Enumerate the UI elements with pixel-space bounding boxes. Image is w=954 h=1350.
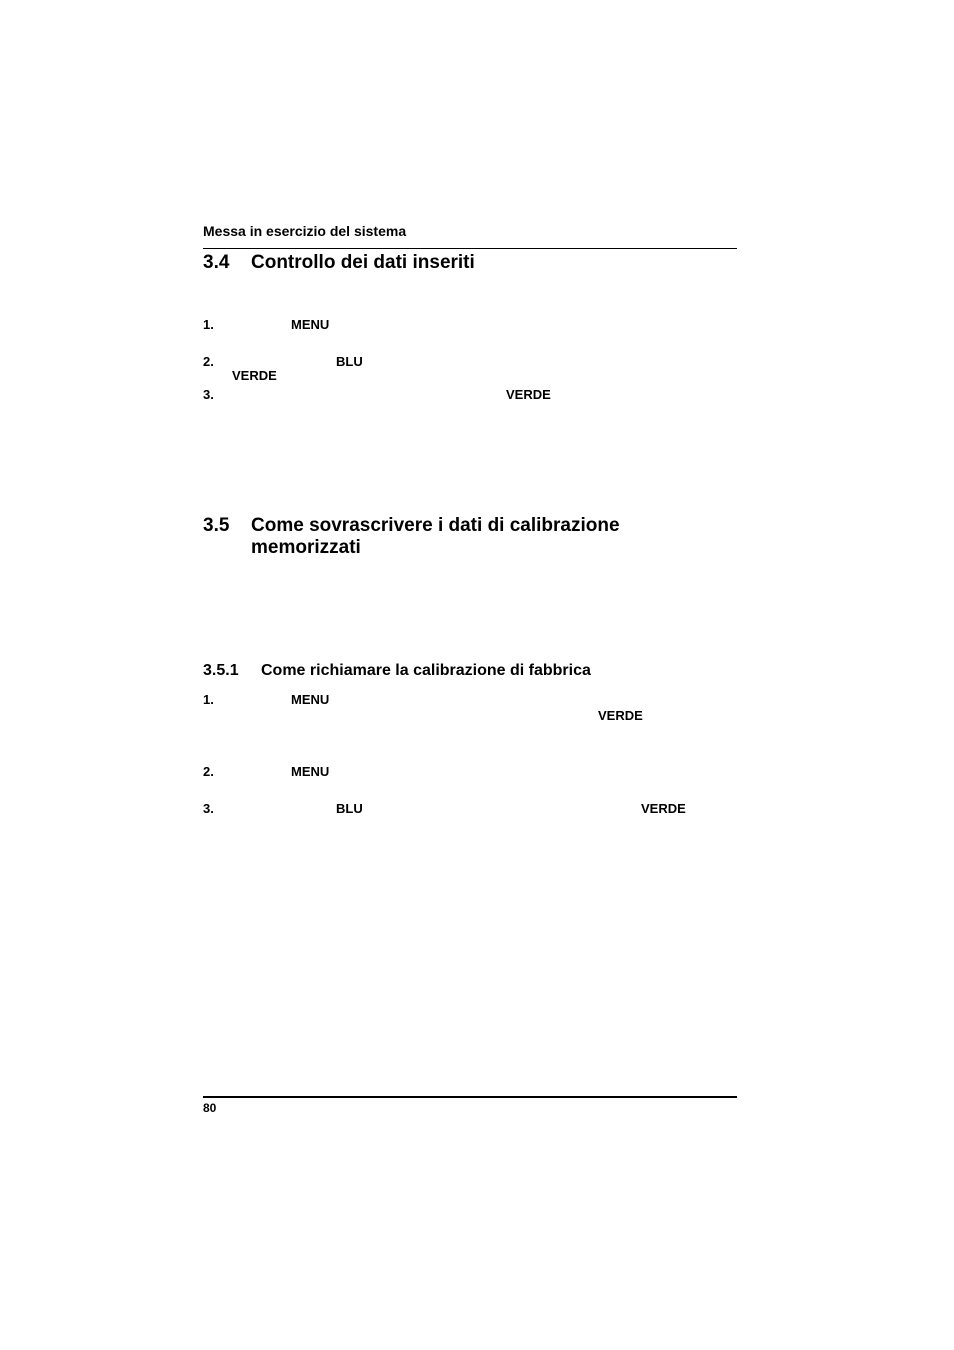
section-3-5-1-step-2-number: 2. <box>203 764 214 779</box>
section-3-5-1-step-3-number: 3. <box>203 801 214 816</box>
section-3-5-title-line-2: memorizzati <box>251 537 361 558</box>
section-3-4-step-1-key-menu: MENU <box>291 317 330 332</box>
section-3-5-number: 3.5 <box>203 515 230 536</box>
section-3-5-1-step-3-key-verde: VERDE <box>641 801 686 816</box>
section-3-4-title: Controllo dei dati inseriti <box>251 252 475 273</box>
section-3-5-1-step-1-number: 1. <box>203 692 214 707</box>
section-3-5-1-title: Come richiamare la calibrazione di fabbrica <box>261 662 591 679</box>
section-3-5-1-step-2-key-menu: MENU <box>291 764 330 779</box>
section-3-4-step-2-key-verde: VERDE <box>232 368 277 383</box>
running-header: Messa in esercizio del sistema <box>203 223 407 239</box>
header-rule <box>203 248 737 249</box>
section-3-5-1-step-1-key-menu: MENU <box>291 692 330 707</box>
section-3-5-1-number: 3.5.1 <box>203 662 239 679</box>
section-3-5-title-line-1: Come sovrascrivere i dati di calibrazione <box>251 515 620 536</box>
page-number: 80 <box>203 1101 217 1115</box>
footer-rule <box>203 1096 737 1098</box>
section-3-4-step-3-number: 3. <box>203 387 214 402</box>
section-3-4-step-2-number: 2. <box>203 354 214 369</box>
section-3-5-1-step-1-key-verde: VERDE <box>598 708 643 723</box>
section-3-4-step-3-key-verde: VERDE <box>506 387 551 402</box>
section-3-4-step-1-number: 1. <box>203 317 214 332</box>
section-3-4-number: 3.4 <box>203 252 230 273</box>
section-3-5-1-step-3-key-blu: BLU <box>336 801 363 816</box>
section-3-4-step-2-key-blu: BLU <box>336 354 363 369</box>
